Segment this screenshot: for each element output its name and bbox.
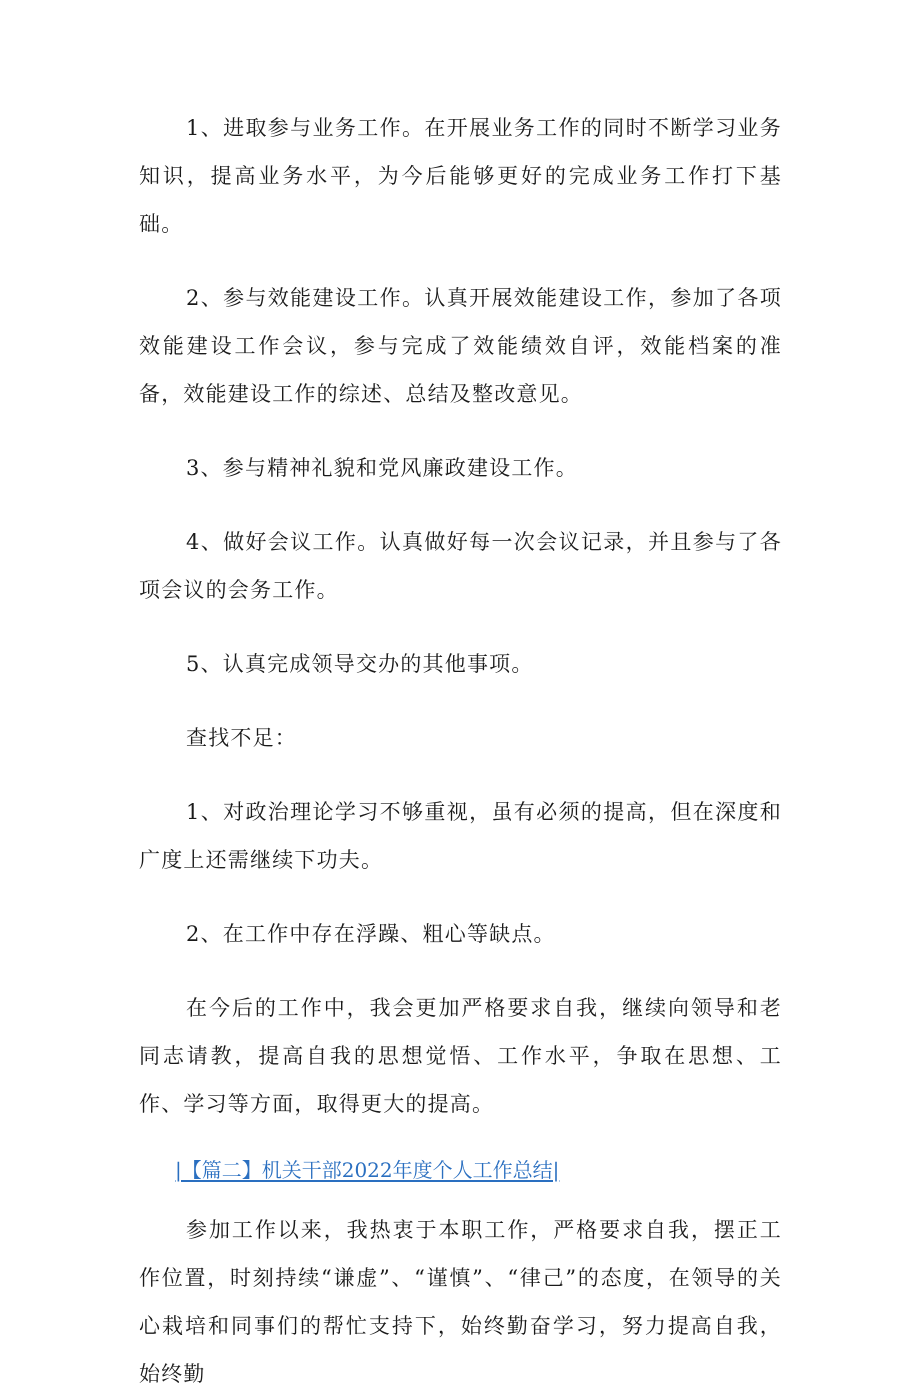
shortcoming-2: 2、在工作中存在浮躁、粗心等缺点。 xyxy=(186,922,556,946)
paragraph-4: 4、做好会议工作。认真做好每一次会议记录，并且参与了各项会议的会务工作。 xyxy=(139,530,782,602)
closing-paragraph: 在今后的工作中，我会更加严格要求自我，继续向领导和老同志请教，提高自我的思想觉悟、工作水平，争取在思想、工作、学习等方面，取得更大的提高。 xyxy=(139,996,782,1116)
shortcomings-heading: 查找不足： xyxy=(186,726,297,750)
paragraph-1: 1、进取参与业务工作。在开展业务工作的同时不断学习业务知识，提高业务水平，为今后能够更好的完成业务工作打下基础。 xyxy=(139,116,782,236)
paragraph-3: 3、参与精神礼貌和党风廉政建设工作。 xyxy=(186,456,578,480)
section-link-part-two[interactable] xyxy=(175,1148,782,1192)
shortcoming-1: 1、对政治理论学习不够重视，虽有必须的提高，但在深度和广度上还需继续下功夫。 xyxy=(139,800,782,872)
part-two-paragraph-1: 参加工作以来，我热衷于本职工作，严格要求自我，摆正工作位置，时刻持续“谦虚”、“谨慎”、“律己”的态度，在领导的关心栽培和同事们的帮忙支持下，始终勤奋学习，努力提高自我，始终勤 xyxy=(139,1218,782,1386)
paragraph-5: 5、认真完成领导交办的其他事项。 xyxy=(186,652,534,676)
section-link-text[interactable]: |【篇二】机关干部2022年度个人工作总结| xyxy=(175,1158,560,1182)
paragraph-2: 2、参与效能建设工作。认真开展效能建设工作，参加了各项效能建设工作会议，参与完成了效能绩效自评，效能档案的准备，效能建设工作的综述、总结及整改意见。 xyxy=(139,286,782,406)
